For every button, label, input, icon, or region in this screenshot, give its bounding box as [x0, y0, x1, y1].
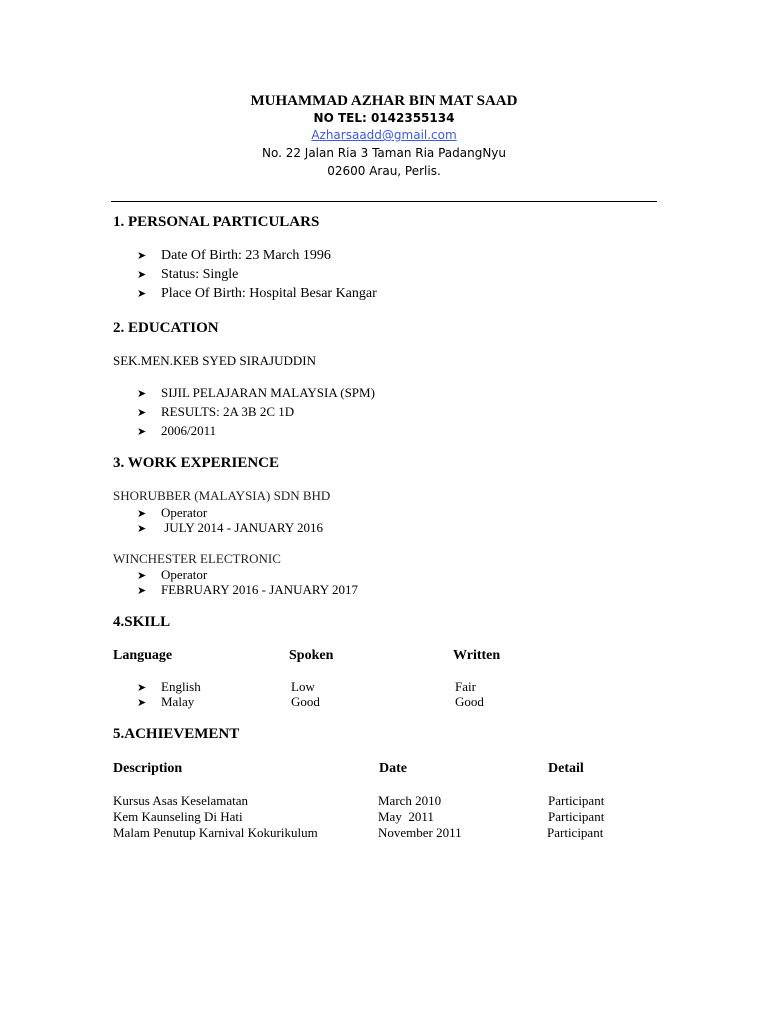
list-item: ➤ Status: Single	[137, 267, 239, 282]
list-item: ➤ Operator	[137, 567, 208, 582]
address-line-2: 02600 Arau, Perlis.	[327, 164, 441, 178]
arrowhead-bullet-icon: ➤	[137, 426, 147, 438]
arrowhead-bullet-icon: ➤	[137, 388, 147, 400]
email-link[interactable]: Azharsaadd@gmail.com	[311, 128, 457, 142]
list-item: ➤ FEBRUARY 2016 - JANUARY 2017	[137, 582, 358, 597]
achievement-column-date: Date	[379, 761, 407, 776]
arrowhead-bullet-icon: ➤	[137, 682, 147, 694]
arrowhead-bullet-icon: ➤	[137, 585, 147, 597]
skill-spoken-level: Low	[291, 679, 315, 694]
skill-row: ➤ English	[137, 679, 201, 694]
arrowhead-bullet-icon: ➤	[137, 407, 147, 419]
skill-written-level: Fair	[455, 679, 476, 694]
section-heading-work: 3. WORK EXPERIENCE	[113, 455, 279, 471]
list-item: ➤ JULY 2014 - JANUARY 2016	[137, 520, 324, 535]
achievement-date: March 2010	[378, 793, 442, 808]
achievement-column-description: Description	[113, 761, 183, 776]
company-name: WINCHESTER ELECTRONIC	[113, 551, 281, 566]
achievement-detail: Participant	[547, 825, 604, 840]
achievement-date: May 2011	[378, 809, 434, 824]
skill-written-level: Good	[455, 694, 484, 709]
skill-spoken-level: Good	[291, 694, 320, 709]
arrowhead-bullet-icon: ➤	[137, 288, 147, 300]
phone-number: NO TEL: 0142355134	[313, 111, 455, 125]
list-item: ➤ Date Of Birth: 23 March 1996	[137, 248, 331, 263]
skill-row: ➤ Malay	[137, 694, 195, 709]
arrowhead-bullet-icon: ➤	[137, 523, 147, 535]
skill-column-spoken: Spoken	[289, 648, 334, 663]
list-item: ➤ 2006/2011	[137, 423, 217, 438]
header-divider	[111, 201, 657, 202]
skill-column-written: Written	[453, 648, 501, 663]
achievement-detail: Participant	[548, 793, 605, 808]
arrowhead-bullet-icon: ➤	[137, 697, 147, 709]
achievement-description: Kem Kaunseling Di Hati	[113, 809, 243, 824]
achievement-description: Malam Penutup Karnival Kokurikulum	[113, 825, 318, 840]
section-heading-skill: 4.SKILL	[113, 614, 171, 630]
achievement-date: November 2011	[378, 825, 462, 840]
section-heading-achievement: 5.ACHIEVEMENT	[113, 726, 240, 742]
arrowhead-bullet-icon: ➤	[137, 269, 147, 281]
skill-column-language: Language	[113, 648, 173, 663]
arrowhead-bullet-icon: ➤	[137, 250, 147, 262]
arrowhead-bullet-icon: ➤	[137, 508, 147, 520]
list-item: ➤ SIJIL PELAJARAN MALAYSIA (SPM)	[137, 385, 375, 400]
achievement-description: Kursus Asas Keselamatan	[113, 793, 249, 808]
applicant-name: MUHAMMAD AZHAR BIN MAT SAAD	[250, 93, 518, 109]
company-name: SHORUBBER (MALAYSIA) SDN BHD	[113, 488, 331, 503]
section-heading-personal: 1. PERSONAL PARTICULARS	[113, 214, 320, 230]
school-name: SEK.MEN.KEB SYED SIRAJUDDIN	[113, 353, 316, 368]
arrowhead-bullet-icon: ➤	[137, 570, 147, 582]
section-heading-education: 2. EDUCATION	[113, 320, 219, 336]
list-item: ➤ Operator	[137, 505, 208, 520]
achievement-detail: Participant	[548, 809, 605, 824]
address-line-1: No. 22 Jalan Ria 3 Taman Ria PadangNyu	[261, 146, 507, 160]
achievement-column-detail: Detail	[548, 761, 584, 776]
list-item: ➤ Place Of Birth: Hospital Besar Kangar	[137, 286, 377, 301]
list-item: ➤ RESULTS: 2A 3B 2C 1D	[137, 404, 295, 419]
